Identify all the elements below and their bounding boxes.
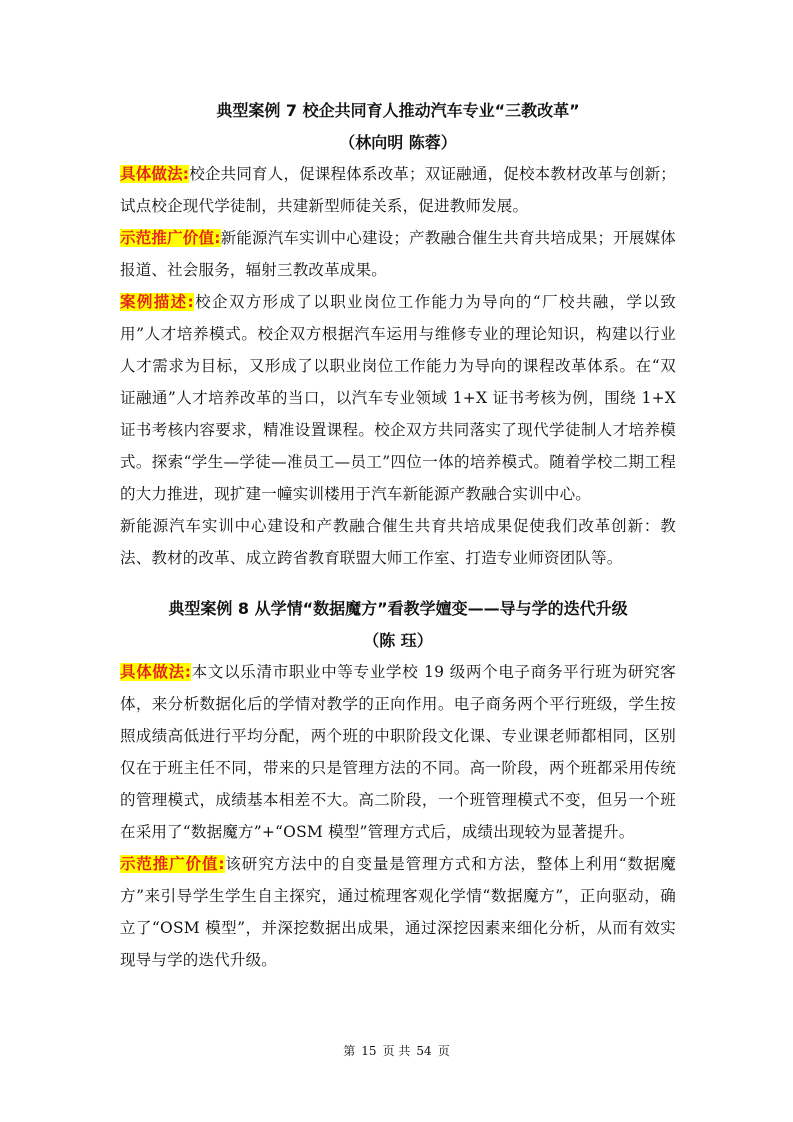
case-7-value-label: 示范推广价值:	[120, 229, 221, 247]
case-8-value-label: 示范推广价值:	[120, 855, 225, 873]
page-prefix: 第	[343, 1044, 356, 1058]
case-8-section	[120, 598, 676, 976]
case-8-practice-text: 本文以乐清市职业中等专业学校 19 级两个电子商务平行班为研究客体，来分析数据化后的学情对教学的正向作用。电子商务两个平行班级，学生按照成绩高低进行平均分配，两个班的中职阶段文化课、专业课老师都相同，区别仅在于班主任不同，带来的只是管理方法的不同。高一阶段，两个班都采用传统的管理模式，成绩基本相差不大。高二阶段，一个班管理模式不变，但另一个班在采用了“数据魔方”+“OSM 模型”管理方式后，成绩出现较为显著提升。	[120, 663, 677, 841]
case-8-practice-paragraph	[120, 656, 676, 848]
case-7-description-text: 校企双方形成了以职业岗位工作能力为导向的“厂校共融，学以致用”人才培养模式。校企双方根据汽车运用与维修专业的理论知识，构建以行业人才需求为目标，又形成了以职业岗位工作能力为导向的课程改革体系。在“双证融通”人才培养改革的当口，以汽车专业领域 1+X 证书考核为例，围绕 1+X 证书考核内容要求，精准设置课程。校企双方共同落实了现代学徒制人才培养模式。探索“学生—学徒—准员工—员工”四位一体的培养模式。随着学校二期工程的大力推进，现扩建一幢实训楼用于汽车新能源产教融合实训中心。	[120, 293, 676, 503]
case-7-practice-label: 具体做法:	[120, 165, 190, 183]
case-8-value-paragraph	[120, 848, 676, 976]
case-8-authors: （陈 珏）	[363, 631, 433, 650]
page-footer	[0, 1042, 793, 1059]
case-7-authors: （林向明 陈蓉）	[339, 133, 457, 152]
case-7-section	[120, 100, 676, 574]
case-8-practice-label: 具体做法:	[120, 663, 192, 681]
case-8-title: 典型案例 8 从学情“数据魔方”看教学嬗变——导与学的迭代升级	[168, 599, 628, 618]
case-7-title: 典型案例 7 校企共同育人推动汽车专业“三教改革”	[216, 101, 580, 120]
case-7-practice-text: 校企共同育人，促课程体系改革；双证融通，促校本教材改革与创新；试点校企现代学徒制，共建新型师徒关系，促进教师发展。	[120, 165, 677, 215]
page-suffix: 页	[437, 1044, 450, 1058]
case-8-value-text: 该研究方法中的自变量是管理方式和方法，整体上利用“数据魔方”来引导学生学生自主探究，通过梳理客观化学情“数据魔方”，正向驱动，确立了“OSM 模型”，并深挖数据出成果，通过深挖因素来细化分析，从而有效实现导与学的迭代升级。	[120, 855, 676, 969]
case-7-description-label: 案例描述:	[120, 293, 194, 311]
page-number: 15	[361, 1044, 377, 1058]
page-mid: 页 共	[382, 1044, 411, 1058]
total-pages: 54	[416, 1044, 432, 1058]
case-7-value-text: 新能源汽车实训中心建设；产教融合催生共育共培成果；开展媒体报道、社会服务，辐射三教改革成果。	[120, 229, 676, 279]
case-7-extra-paragraph: 新能源汽车实训中心建设和产教融合催生共育共培成果促使我们改革创新：教法、教材的改革、成立跨省教育联盟大师工作室、打造专业师资团队等。	[120, 517, 676, 567]
case-7-value-paragraph	[120, 222, 676, 286]
case-7-practice-paragraph	[120, 158, 676, 222]
case-7-description-paragraph	[120, 286, 676, 510]
